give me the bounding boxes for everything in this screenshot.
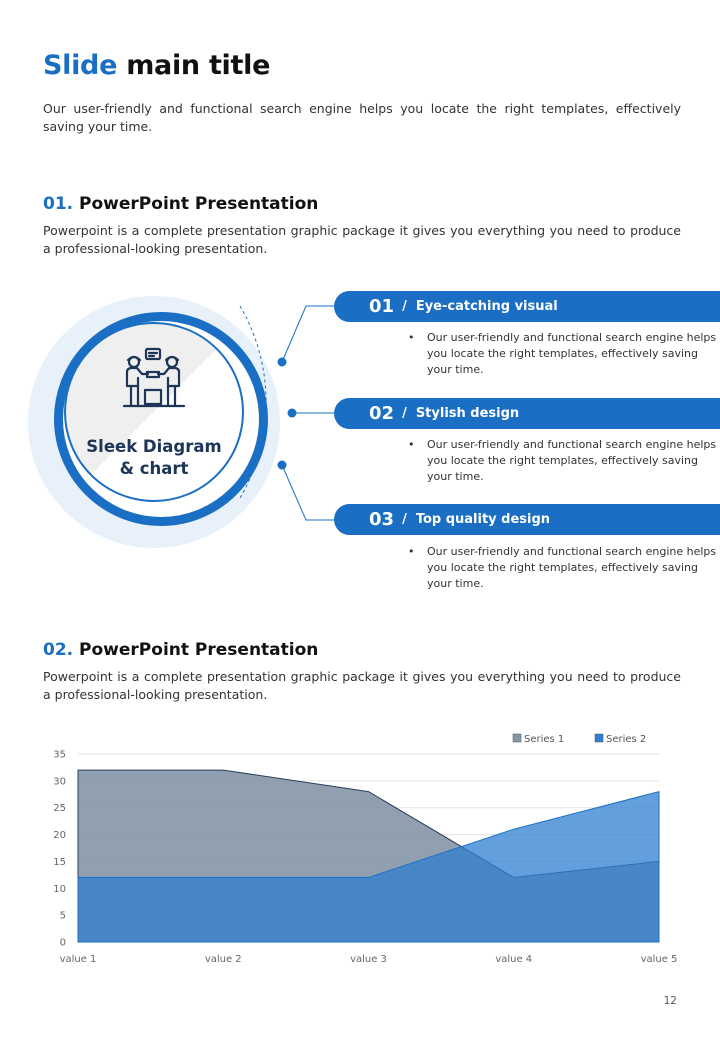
center-label — [74, 436, 234, 480]
item-title: Eye-catching visual — [415, 299, 558, 314]
connector-1 — [282, 306, 336, 362]
item-separator: / — [402, 299, 407, 314]
item-number: 01 — [369, 296, 395, 317]
item-title: Top quality design — [415, 512, 551, 527]
intro-text: Our user-friendly and functional search engine helps you locate the right templates, effectively saving your time. — [43, 101, 681, 134]
node-dot-3 — [278, 461, 287, 470]
item-number: 03 — [369, 509, 395, 530]
item-separator: / — [402, 406, 407, 421]
center-label-line1: Sleek Diagram — [86, 437, 222, 456]
section2-text: Powerpoint is a complete presentation graphic package it gives you everything you need to produce a professional-looking presentation. — [43, 669, 681, 702]
legend-label: Series 2 — [606, 734, 647, 745]
x-tick-label: value 2 — [204, 954, 242, 965]
section1-title — [43, 194, 318, 214]
legend-label: Series 1 — [524, 734, 565, 745]
section2-heading: PowerPoint Presentation — [79, 640, 319, 660]
section1-number: 01. — [43, 194, 74, 214]
page-number: 12 — [663, 995, 677, 1007]
people-meeting-icon — [120, 346, 188, 414]
slide-title-accent: Slide — [43, 50, 118, 81]
legend-swatch — [513, 734, 521, 742]
item-text-3: • Our user-friendly and functional search engine helps you locate the right templates, effectively saving your time. — [408, 544, 717, 592]
y-tick-label: 15 — [53, 856, 66, 868]
connector-3 — [282, 465, 336, 520]
y-tick-label: 10 — [53, 883, 66, 895]
y-tick-label: 25 — [53, 803, 66, 815]
slide-title-rest: main title — [126, 50, 271, 81]
legend-swatch — [595, 734, 603, 742]
x-tick-label: value 4 — [495, 954, 533, 965]
center-label-line2: & chart — [119, 459, 189, 478]
x-tick-label: value 1 — [59, 954, 97, 965]
area-chart — [0, 722, 720, 972]
item-separator: / — [402, 512, 407, 527]
item-text-2: • Our user-friendly and functional search engine helps you locate the right templates, effectively saving your time. — [408, 437, 717, 485]
slide-title — [43, 50, 270, 81]
node-dot-2 — [288, 409, 297, 418]
item-number: 02 — [369, 403, 395, 424]
y-tick-label: 5 — [59, 910, 66, 922]
section2-title — [43, 640, 318, 660]
section1-heading: PowerPoint Presentation — [79, 194, 319, 214]
diagram — [0, 280, 720, 600]
item-text-1: • Our user-friendly and functional search engine helps you locate the right templates, effectively saving your time. — [408, 330, 717, 378]
section1-text: Powerpoint is a complete presentation graphic package it gives you everything you need to produce a professional-looking presentation. — [43, 223, 681, 256]
item-bar-3 — [334, 504, 720, 535]
x-tick-label: value 3 — [350, 954, 387, 965]
section2-number: 02. — [43, 640, 74, 660]
node-dot-1 — [278, 358, 287, 367]
y-tick-label: 0 — [59, 937, 66, 949]
item-bar-2 — [334, 398, 720, 429]
item-title: Stylish design — [415, 406, 520, 421]
y-tick-label: 30 — [53, 776, 66, 788]
item-bar-1 — [334, 291, 720, 322]
x-tick-label: value 5 — [640, 954, 678, 965]
y-tick-label: 20 — [53, 830, 66, 842]
y-tick-label: 35 — [53, 749, 66, 761]
dashed-arc — [240, 306, 266, 498]
